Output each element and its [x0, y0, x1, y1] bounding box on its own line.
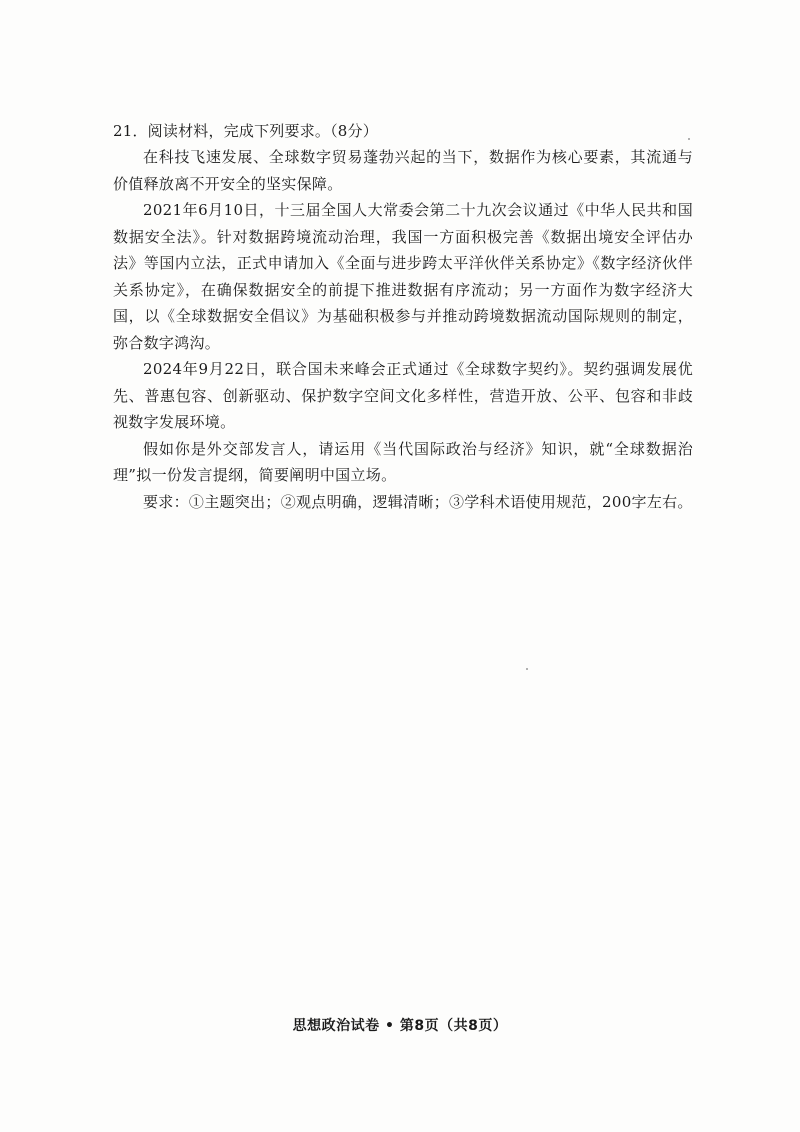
material-paragraph-2: 2021年6月10日，十三届全国人大常委会第二十九次会议通过《中华人民共和国数据安全法》。针对数据跨境流动治理，我国一方面积极完善《数据出境安全评估办法》等国内立法，正式申请加入《全面与进步跨太平洋伙伴关系协定》《数字经济伙伴关系协定》，在确保数据安全的前提下推进数据有序流动；另一方面作为数字经济大国，以《全球数据安全倡议》为基础积极参与并推动跨境数据流动国际规则的制定，弥合数字鸿沟。 — [113, 201, 693, 352]
question-block — [113, 118, 693, 515]
task-requirements: 要求：①主题突出；②观点明确，逻辑清晰；③学科术语使用规范，200字左右。 — [143, 492, 693, 511]
page-footer: 思想政治试卷 • 第8页（共8页） — [292, 1018, 508, 1034]
task-prompt: 假如你是外交部发言人，请运用《当代国际政治与经济》知识，就“全球数据治理”拟一份发言提纲，简要阐明中国立场。 — [113, 439, 693, 484]
material-paragraph-1: 在科技飞速发展、全球数字贸易蓬勃兴起的当下，数据作为核心要素，其流通与价值释放离不开安全的坚实保障。 — [113, 148, 693, 193]
scan-speck — [526, 668, 528, 670]
scan-speck — [688, 138, 690, 140]
material-paragraph-3: 2024年9月22日，联合国未来峰会正式通过《全球数字契约》。契约强调发展优先、普惠包容、创新驱动、保护数字空间文化多样性，营造开放、公平、包容和非歧视数字发展环境。 — [113, 360, 693, 431]
question-heading: 21．阅读材料，完成下列要求。（8分） — [113, 122, 378, 140]
